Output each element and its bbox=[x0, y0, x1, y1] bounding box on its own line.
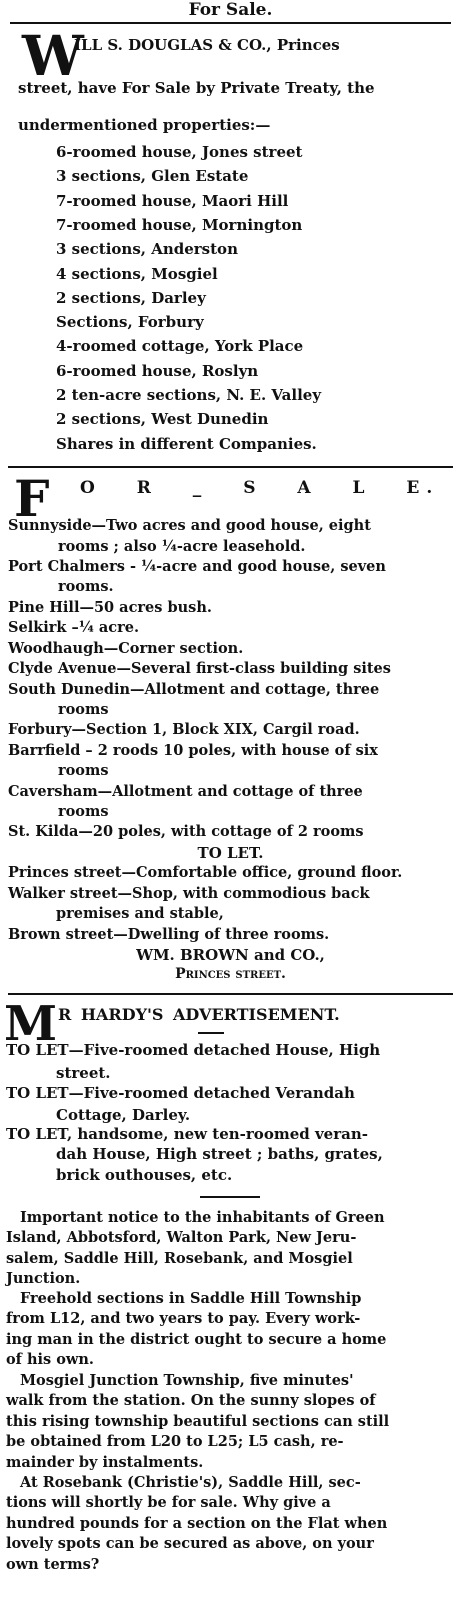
property-item: 4 sections, Mosgiel bbox=[56, 264, 218, 283]
douglas-third-line: undermentioned properties:— bbox=[18, 116, 271, 134]
to-let-line: Walker street—Shop, with commodious back bbox=[8, 885, 370, 902]
heading-dash bbox=[198, 1032, 224, 1034]
property-item: 2 ten-acre sections, N. E. Valley bbox=[56, 386, 322, 404]
to-let-line: TO LET—Five-roomed detached Verandah bbox=[6, 1084, 355, 1102]
notice-line: this rising township beautiful sections can still bbox=[6, 1413, 390, 1430]
property-item: Shares in different Companies. bbox=[56, 434, 317, 453]
to-let-line: Cottage, Darley. bbox=[56, 1106, 191, 1124]
divider bbox=[8, 466, 453, 468]
to-let-line: premises and stable, bbox=[56, 905, 224, 922]
notice-line: walk from the station. On the sunny slopes of bbox=[6, 1392, 376, 1409]
listing-line: rooms bbox=[58, 701, 109, 718]
listing-line: rooms bbox=[58, 803, 109, 820]
property-item: Sections, Forbury bbox=[56, 313, 204, 332]
hardy-heading: R HARDY'S ADVERTISEMENT. bbox=[58, 1005, 340, 1024]
divider bbox=[200, 1196, 260, 1198]
notice-line: Freehold sections in Saddle Hill Township bbox=[20, 1290, 362, 1307]
notice-line: salem, Saddle Hill, Rosebank, and Mosgiel bbox=[6, 1250, 353, 1267]
notice-line: Junction. bbox=[6, 1270, 81, 1287]
property-item: 3 sections, Anderston bbox=[56, 240, 238, 259]
listing-line: Pine Hill—50 acres bush. bbox=[8, 599, 212, 616]
property-item: 7-roomed house, Maori Hill bbox=[56, 191, 289, 210]
divider bbox=[8, 993, 453, 995]
listing-line: South Dunedin—Allotment and cottage, three bbox=[8, 681, 380, 698]
property-item: 3 sections, Glen Estate bbox=[56, 167, 249, 186]
listing-line: Barrfield – 2 roods 10 poles, with house of six bbox=[8, 742, 378, 759]
page-title: For Sale. bbox=[188, 0, 273, 20]
property-item: 2 sections, Darley bbox=[56, 288, 206, 307]
douglas-first-line: ILL S. DOUGLAS & CO., Princes bbox=[74, 36, 340, 54]
brown-heading: O R _ S A L E. bbox=[80, 478, 440, 498]
to-let-line: brick outhouses, etc. bbox=[56, 1166, 233, 1184]
property-item: 7-roomed house, Mornington bbox=[56, 215, 303, 234]
notice-line: Mosgiel Junction Township, five minutes' bbox=[20, 1372, 354, 1389]
notice-line: At Rosebank (Christie's), Saddle Hill, sec- bbox=[20, 1474, 361, 1491]
firm-name: WM. BROWN and CO., bbox=[136, 946, 325, 964]
notice-line: mainder by instalments. bbox=[6, 1454, 204, 1471]
listing-line: rooms ; also ¼-acre leasehold. bbox=[58, 538, 306, 555]
notice-line: ing man in the district ought to secure a home bbox=[6, 1331, 387, 1348]
notice-line: own terms? bbox=[6, 1556, 100, 1573]
notice-line: from L12, and two years to pay. Every work- bbox=[6, 1310, 361, 1327]
notice-line: Island, Abbotsford, Walton Park, New Jeru- bbox=[6, 1229, 357, 1246]
drop-cap-f: F bbox=[14, 469, 50, 528]
drop-cap-m: M bbox=[4, 996, 58, 1052]
drop-cap-w: W bbox=[22, 23, 84, 88]
notice-line: of his own. bbox=[6, 1351, 94, 1368]
notice-line: lovely spots can be secured as above, on your bbox=[6, 1535, 374, 1552]
notice-line: Important notice to the inhabitants of Green bbox=[20, 1209, 385, 1226]
listing-line: rooms bbox=[58, 762, 109, 779]
listing-line: St. Kilda—20 poles, with cottage of 2 rooms bbox=[8, 823, 364, 840]
to-let-line: street. bbox=[56, 1064, 111, 1082]
listing-line: Selkirk –¼ acre. bbox=[8, 619, 140, 636]
notice-line: tions will shortly be for sale. Why give a bbox=[6, 1494, 331, 1511]
listing-line: Woodhaugh—Corner section. bbox=[8, 640, 244, 657]
to-let-heading: TO LET. bbox=[197, 844, 264, 862]
property-item: 4-roomed cottage, York Place bbox=[56, 337, 304, 356]
listing-line: rooms. bbox=[58, 578, 114, 595]
listing-line: Caversham—Allotment and cottage of three bbox=[8, 783, 363, 800]
notice-line: be obtained from L20 to L25; L5 cash, re- bbox=[6, 1433, 344, 1450]
notice-line: hundred pounds for a section on the Flat when bbox=[6, 1515, 388, 1532]
to-let-line: Brown street—Dwelling of three rooms. bbox=[8, 926, 330, 943]
to-let-line: Princes street—Comfortable office, ground floor. bbox=[8, 864, 403, 881]
property-item: 6-roomed house, Roslyn bbox=[56, 361, 259, 380]
firm-address: Princes street. bbox=[175, 966, 286, 982]
listing-line: Clyde Avenue—Several first-class building sites bbox=[8, 660, 391, 677]
property-item: 2 sections, West Dunedin bbox=[56, 410, 269, 429]
to-let-line: TO LET—Five-roomed detached House, High bbox=[6, 1041, 381, 1059]
listing-line: Forbury—Section 1, Block XIX, Cargil road. bbox=[8, 721, 360, 738]
listing-line: Port Chalmers - ¼-acre and good house, seven bbox=[8, 558, 386, 575]
to-let-line: dah House, High street ; baths, grates, bbox=[56, 1145, 383, 1163]
to-let-line: TO LET, handsome, new ten-roomed veran- bbox=[6, 1125, 368, 1143]
douglas-second-line: street, have For Sale by Private Treaty, the bbox=[18, 79, 375, 97]
listing-line: Sunnyside—Two acres and good house, eight bbox=[8, 517, 371, 534]
property-item: 6-roomed house, Jones street bbox=[56, 143, 303, 161]
